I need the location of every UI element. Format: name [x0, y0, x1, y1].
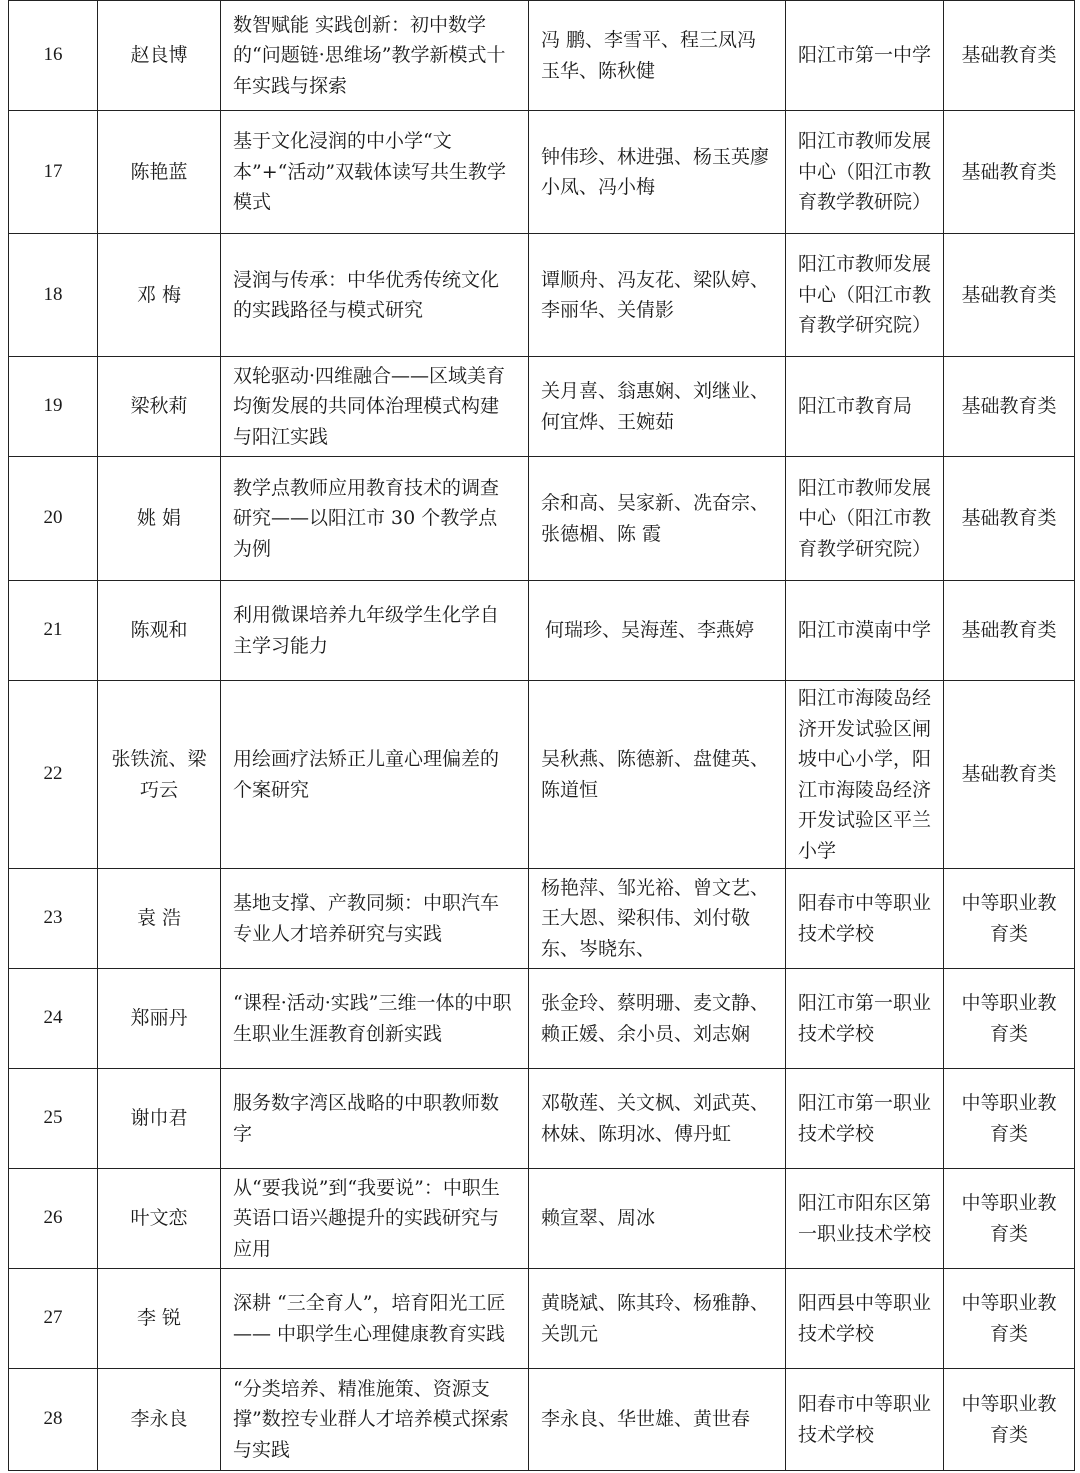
work-unit: 阳江市教育局: [786, 357, 944, 457]
lead-name: 李永良: [98, 1369, 221, 1471]
awards-table: [8, 0, 1075, 1471]
project-title: 基地支撑、产教同频：中职汽车专业人才培养研究与实践: [221, 869, 529, 969]
lead-name: 李 锐: [98, 1269, 221, 1369]
table-row: [9, 234, 1075, 357]
project-title: 从“要我说”到“我要说”：中职生英语口语兴趣提升的实践研究与应用: [221, 1169, 529, 1269]
project-title: 双轮驱动·四维融合——区域美育均衡发展的共同体治理模式构建与阳江实践: [221, 357, 529, 457]
work-unit: 阳江市教师发展中心（阳江市教育教学研究院）: [786, 457, 944, 581]
row-number: 26: [9, 1169, 98, 1269]
work-unit: 阳江市第一职业技术学校: [786, 969, 944, 1069]
category: 中等职业教育类: [944, 1269, 1075, 1369]
project-title: 用绘画疗法矫正儿童心理偏差的个案研究: [221, 681, 529, 869]
lead-name: 袁 浩: [98, 869, 221, 969]
table-row: [9, 869, 1075, 969]
category: 中等职业教育类: [944, 869, 1075, 969]
category: 基础教育类: [944, 581, 1075, 681]
table-row: [9, 1369, 1075, 1471]
table-row: [9, 1269, 1075, 1369]
category: 中等职业教育类: [944, 969, 1075, 1069]
team-members: 余和高、吴家新、冼奋宗、张德楣、陈 霞: [529, 457, 786, 581]
table-row: [9, 1, 1075, 111]
category: 基础教育类: [944, 111, 1075, 234]
category: 中等职业教育类: [944, 1369, 1075, 1471]
row-number: 23: [9, 869, 98, 969]
row-number: 16: [9, 1, 98, 111]
project-title: 利用微课培养九年级学生化学自主学习能力: [221, 581, 529, 681]
work-unit: 阳江市教师发展中心（阳江市教育教学研究院）: [786, 234, 944, 357]
work-unit: 阳江市阳东区第一职业技术学校: [786, 1169, 944, 1269]
table-row: [9, 681, 1075, 869]
team-members: 钟伟珍、林进强、杨玉英廖小凤、冯小梅: [529, 111, 786, 234]
team-members: 李永良、华世雄、黄世春: [529, 1369, 786, 1471]
project-title: 服务数字湾区战略的中职教师数字: [221, 1069, 529, 1169]
row-number: 17: [9, 111, 98, 234]
row-number: 27: [9, 1269, 98, 1369]
project-title: 浸润与传承：中华优秀传统文化的实践路径与模式研究: [221, 234, 529, 357]
work-unit: 阳西县中等职业技术学校: [786, 1269, 944, 1369]
work-unit: 阳春市中等职业技术学校: [786, 869, 944, 969]
table-row: [9, 457, 1075, 581]
work-unit: 阳江市第一职业技术学校: [786, 1069, 944, 1169]
team-members: 邓敬莲、关文枫、刘武英、林妹、陈玥冰、傅丹虹: [529, 1069, 786, 1169]
lead-name: 梁秋莉: [98, 357, 221, 457]
team-members: 关月喜、翁惠娴、刘继业、何宜烨、王婉茹: [529, 357, 786, 457]
category: 基础教育类: [944, 357, 1075, 457]
team-members: 何瑞珍、吴海莲、李燕婷: [529, 581, 786, 681]
work-unit: 阳春市中等职业技术学校: [786, 1369, 944, 1471]
table-row: [9, 581, 1075, 681]
row-number: 20: [9, 457, 98, 581]
project-title: 数智赋能 实践创新：初中数学的“问题链·思维场”教学新模式十年实践与探索: [221, 1, 529, 111]
category: 中等职业教育类: [944, 1169, 1075, 1269]
table-row: [9, 357, 1075, 457]
lead-name: 邓 梅: [98, 234, 221, 357]
project-title: 基于文化浸润的中小学“文本”+“活动”双载体读写共生教学模式: [221, 111, 529, 234]
table-row: [9, 1169, 1075, 1269]
team-members: 冯 鹏、李雪平、程三凤冯玉华、陈秋健: [529, 1, 786, 111]
work-unit: 阳江市教师发展中心（阳江市教育教学教研院）: [786, 111, 944, 234]
category: 基础教育类: [944, 457, 1075, 581]
lead-name: 姚 娟: [98, 457, 221, 581]
work-unit: 阳江市第一中学: [786, 1, 944, 111]
row-number: 25: [9, 1069, 98, 1169]
lead-name: 谢巾君: [98, 1069, 221, 1169]
lead-name: 张铁流、梁巧云: [98, 681, 221, 869]
category: 基础教育类: [944, 234, 1075, 357]
project-title: 教学点教师应用教育技术的调查研究——以阳江市 30 个教学点为例: [221, 457, 529, 581]
row-number: 19: [9, 357, 98, 457]
work-unit: 阳江市海陵岛经济开发试验区闸坡中心小学，阳江市海陵岛经济开发试验区平兰小学: [786, 681, 944, 869]
row-number: 21: [9, 581, 98, 681]
team-members: 黄晓斌、陈其玲、杨雅静、关凯元: [529, 1269, 786, 1369]
lead-name: 陈艳蓝: [98, 111, 221, 234]
project-title: “分类培养、精准施策、资源支撑”数控专业群人才培养模式探索与实践: [221, 1369, 529, 1471]
team-members: 谭顺舟、冯友花、梁队婷、李丽华、关倩影: [529, 234, 786, 357]
table-row: [9, 969, 1075, 1069]
project-title: 深耕 “三全育人”，培育阳光工匠—— 中职学生心理健康教育实践: [221, 1269, 529, 1369]
project-title: “课程·活动·实践”三维一体的中职生职业生涯教育创新实践: [221, 969, 529, 1069]
lead-name: 叶文恋: [98, 1169, 221, 1269]
table-row: [9, 111, 1075, 234]
category: 基础教育类: [944, 681, 1075, 869]
row-number: 24: [9, 969, 98, 1069]
lead-name: 赵良博: [98, 1, 221, 111]
category: 中等职业教育类: [944, 1069, 1075, 1169]
lead-name: 郑丽丹: [98, 969, 221, 1069]
category: 基础教育类: [944, 1, 1075, 111]
row-number: 18: [9, 234, 98, 357]
team-members: 张金玲、蔡明珊、麦文静、赖正媛、余小员、刘志娴: [529, 969, 786, 1069]
table-row: [9, 1069, 1075, 1169]
work-unit: 阳江市漠南中学: [786, 581, 944, 681]
team-members: 杨艳萍、邹光裕、曾文艺、王大恩、梁积伟、刘付敬东、岑晓东、: [529, 869, 786, 969]
team-members: 吴秋燕、陈德新、盘健英、陈道恒: [529, 681, 786, 869]
row-number: 22: [9, 681, 98, 869]
lead-name: 陈观和: [98, 581, 221, 681]
row-number: 28: [9, 1369, 98, 1471]
team-members: 赖宣翠、周冰: [529, 1169, 786, 1269]
